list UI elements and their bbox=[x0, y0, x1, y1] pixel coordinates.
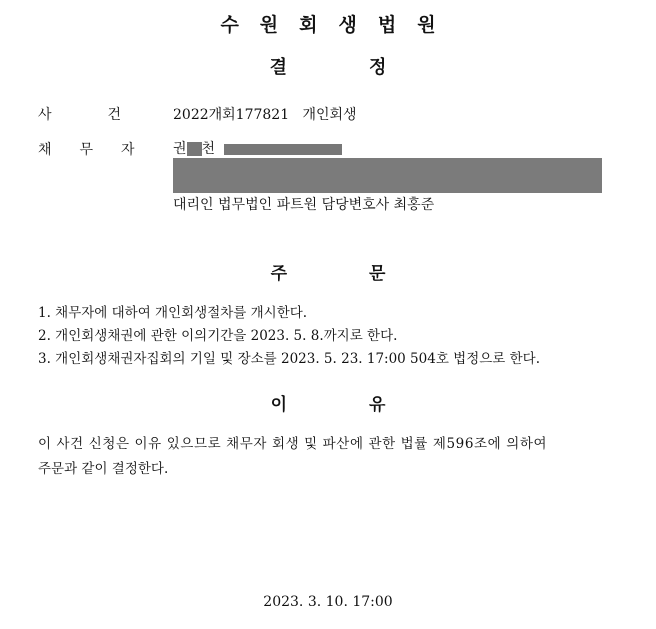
order-heading bbox=[0, 259, 656, 284]
redaction-name bbox=[187, 142, 202, 156]
order-heading-char-1: 주 bbox=[270, 264, 287, 284]
document-type-heading bbox=[0, 53, 656, 79]
case-number: 2022개회177821 bbox=[173, 107, 290, 123]
reason-heading-char-1: 이 bbox=[270, 395, 287, 415]
representative: 대리인 법무법인 파트원 담당변호사 최홍준 bbox=[173, 197, 435, 213]
debtor-label: 채무자 bbox=[38, 142, 163, 158]
debtor-value bbox=[173, 138, 342, 158]
order-item-1: 1. 채무자에 대하여 개인회생절차를 개시한다. bbox=[38, 305, 308, 321]
order-heading-char-2: 문 bbox=[369, 264, 386, 284]
reason-line-1: 이 사건 신청은 이유 있으므로 채무자 회생 및 파산에 관한 법률 제596조에 의하여 bbox=[38, 436, 548, 452]
case-label: 사건 bbox=[38, 107, 178, 123]
order-item-2: 2. 개인회생채권에 관한 이의기간을 2023. 5. 8.까지로 한다. bbox=[38, 328, 398, 344]
order-item-3: 3. 개인회생채권자집회의 기일 및 장소를 2023. 5. 23. 17:00 504호 법정으로 한다. bbox=[38, 351, 540, 367]
reason-line-2: 주문과 같이 결정한다. bbox=[38, 461, 169, 477]
case-type: 개인회생 bbox=[302, 107, 357, 123]
redaction-address-line bbox=[224, 144, 342, 155]
case-value bbox=[173, 104, 357, 124]
decision-date: 2023. 3. 10. 17:00 bbox=[263, 594, 393, 610]
reason-heading-char-2: 유 bbox=[369, 395, 386, 415]
debtor-name-last: 천 bbox=[201, 141, 216, 157]
court-title: 수원회생법원 bbox=[220, 14, 457, 36]
redaction-address-block bbox=[173, 158, 602, 193]
doc-type-char-1: 결 bbox=[269, 57, 287, 78]
debtor-name-first: 권 bbox=[173, 141, 187, 157]
doc-type-char-2: 정 bbox=[369, 57, 387, 78]
reason-heading bbox=[0, 390, 656, 415]
